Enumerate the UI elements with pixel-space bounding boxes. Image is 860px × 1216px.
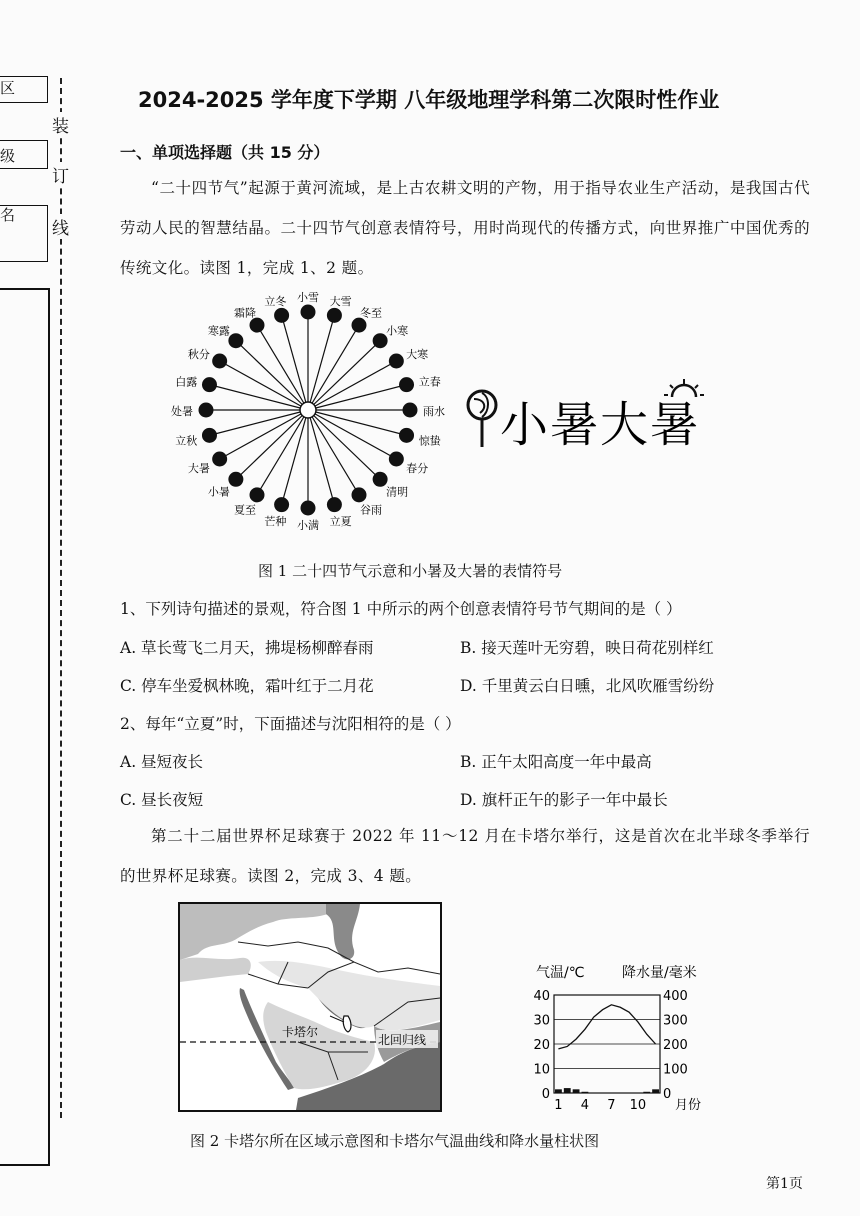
q1-option-d[interactable]: D. 千里黄云白日曛，北风吹雁雪纷纷 [460, 677, 715, 695]
term-node [403, 403, 418, 418]
term-label: 清明 [386, 485, 409, 499]
chart-bars [555, 1088, 659, 1093]
term-label: 霜降 [234, 306, 256, 320]
x-axis-label: 月份 [675, 1098, 702, 1113]
term-node [389, 452, 404, 467]
term-label: 立秋 [175, 434, 198, 448]
chart-ticks [533, 989, 687, 1113]
q1-option-b[interactable]: B. 接天莲叶无穷碧，映日荷花别样红 [460, 639, 714, 657]
side-label-name: 名 [0, 206, 16, 224]
question-2: 2、每年“立夏”时，下面描述与沈阳相符的是（ ） [120, 715, 461, 733]
wheel-center [300, 402, 316, 418]
term-label: 处暑 [171, 405, 193, 418]
wheel-spoke [209, 410, 308, 435]
x-tick-label: 1 [554, 1098, 563, 1113]
q1-option-a[interactable]: A. 草长莺飞二月天，拂堤杨柳醉春雨 [120, 639, 374, 657]
term-label: 白露 [175, 375, 198, 389]
climate-chart [522, 955, 722, 1115]
y-right-label: 降水量/毫米 [622, 965, 697, 981]
term-label: 小寒 [386, 324, 409, 338]
term-node [399, 377, 414, 392]
tropic-label: 北回归线 [378, 1033, 427, 1047]
term-node [202, 377, 217, 392]
solar-terms-wheel [160, 285, 460, 530]
term-node [301, 305, 316, 320]
term-node [212, 354, 227, 369]
term-label: 小满 [297, 519, 319, 530]
term-label: 雨水 [423, 405, 445, 418]
wheel-spoke [282, 315, 308, 410]
term-label: 冬至 [360, 306, 382, 320]
left-tick-label: 0 [541, 1087, 550, 1102]
wheel-spoke [308, 410, 334, 505]
term-label: 立冬 [264, 294, 287, 308]
precip-bar [652, 1089, 659, 1093]
q1-option-c[interactable]: C. 停车坐爱枫林晚，霜叶红于二月花 [120, 677, 374, 695]
wheel-spoke [209, 385, 308, 410]
section-heading: 一、单项选择题（共 15 分） [120, 143, 330, 162]
sun-icon [664, 379, 704, 397]
wheel-spoke [308, 385, 407, 410]
term-label: 立夏 [329, 515, 352, 529]
q2-option-a[interactable]: A. 昼短夜长 [120, 753, 204, 771]
right-tick-label: 100 [663, 1062, 688, 1078]
y-left-label: 气温/℃ [536, 965, 585, 981]
precip-bar [555, 1089, 562, 1093]
term-node [352, 487, 367, 502]
term-node [228, 472, 243, 487]
side-label-district: 区 [0, 79, 16, 97]
term-label: 谷雨 [360, 503, 382, 517]
x-tick-label: 10 [629, 1098, 647, 1113]
term-node [274, 497, 289, 512]
binding-char-xian: 线 [52, 214, 69, 239]
qatar-label: 卡塔尔 [282, 1025, 319, 1039]
emoji-char-1: 小 [500, 397, 549, 453]
temperature-line [558, 1005, 655, 1049]
precip-bar [582, 1092, 589, 1093]
emoji-char-4: 暑 [650, 397, 699, 453]
lollipop-icon [468, 391, 496, 447]
term-node [212, 452, 227, 467]
precip-bar [573, 1089, 580, 1093]
term-label: 秋分 [187, 348, 210, 361]
term-node [228, 333, 243, 348]
q2-option-b[interactable]: B. 正午太阳高度一年中最高 [460, 753, 652, 771]
term-label: 大寒 [406, 348, 429, 361]
precip-bar [643, 1092, 650, 1093]
intro-paragraph-2: 第二十二届世界杯足球赛于 2022 年 11～12 月在卡塔尔举行，这是首次在北半球冬季举行的世界杯足球赛。读图 2，完成 3、4 题。 [120, 827, 810, 885]
figure2-caption: 图 2 卡塔尔所在区域示意图和卡塔尔气温曲线和降水量柱状图 [190, 1132, 600, 1150]
right-tick-label: 0 [663, 1087, 672, 1102]
region-map [178, 902, 442, 1112]
term-node [389, 354, 404, 369]
x-tick-label: 7 [607, 1098, 616, 1113]
left-tick-label: 40 [533, 989, 550, 1004]
term-node [199, 403, 214, 418]
term-label: 春分 [406, 462, 429, 475]
right-tick-label: 200 [663, 1038, 688, 1053]
side-box-large [0, 288, 50, 1166]
term-label: 夏至 [234, 503, 256, 517]
emoji-char-2: 暑 [550, 397, 599, 453]
term-label: 惊蛰 [418, 434, 441, 448]
term-node [373, 472, 388, 487]
term-node [250, 318, 265, 333]
term-node [399, 428, 414, 443]
term-label: 芒种 [264, 515, 287, 529]
left-tick-label: 20 [533, 1038, 550, 1053]
side-label-class: 级 [0, 147, 16, 165]
x-tick-label: 4 [580, 1098, 590, 1113]
q2-option-d[interactable]: D. 旗杆正午的影子一年中最长 [460, 791, 668, 809]
term-label: 小暑 [207, 485, 230, 499]
left-tick-label: 10 [533, 1062, 550, 1078]
right-tick-label: 400 [663, 989, 688, 1004]
term-label: 小雪 [297, 291, 319, 304]
emoji-symbols [460, 375, 710, 455]
term-node [301, 501, 316, 516]
figure1-caption: 图 1 二十四节气示意和小暑及大暑的表情符号 [258, 562, 563, 580]
term-node [274, 308, 289, 323]
precip-bar [564, 1088, 571, 1093]
right-tick-label: 300 [663, 1013, 688, 1029]
left-tick-label: 30 [533, 1013, 550, 1029]
term-node [327, 497, 342, 512]
term-label: 寒露 [207, 324, 230, 338]
term-node [202, 428, 217, 443]
page-number: 第1页 [766, 1176, 803, 1192]
wheel-spoke [308, 410, 407, 435]
term-label: 立春 [418, 375, 441, 389]
term-label: 大暑 [187, 462, 210, 475]
term-node [250, 487, 265, 502]
term-node [352, 318, 367, 333]
intro-paragraph-1: “二十四节气”起源于黄河流域，是上古农耕文明的产物，用于指导农业生产活动，是我国古代劳动人民的智慧结晶。二十四节气创意表情符号，用时尚现代的传播方式，向世界推广中国优秀的传统文化。读图 1，完成 1、2 题。 [120, 179, 810, 277]
question-1: 1、下列诗句描述的景观，符合图 1 中所示的两个创意表情符号节气期间的是（ ） [120, 600, 682, 618]
q2-option-c[interactable]: C. 昼长夜短 [120, 791, 204, 809]
binding-char-zhuang: 装 [52, 112, 69, 137]
wheel-spoke [282, 410, 308, 505]
term-label: 大雪 [329, 294, 352, 308]
emoji-char-3: 大 [600, 397, 649, 453]
binding-char-ding: 订 [52, 162, 69, 187]
page-title: 2024-2025 学年度下学期 八年级地理学科第二次限时性作业 [138, 88, 720, 112]
wheel-spoke [308, 315, 334, 410]
term-node [327, 308, 342, 323]
